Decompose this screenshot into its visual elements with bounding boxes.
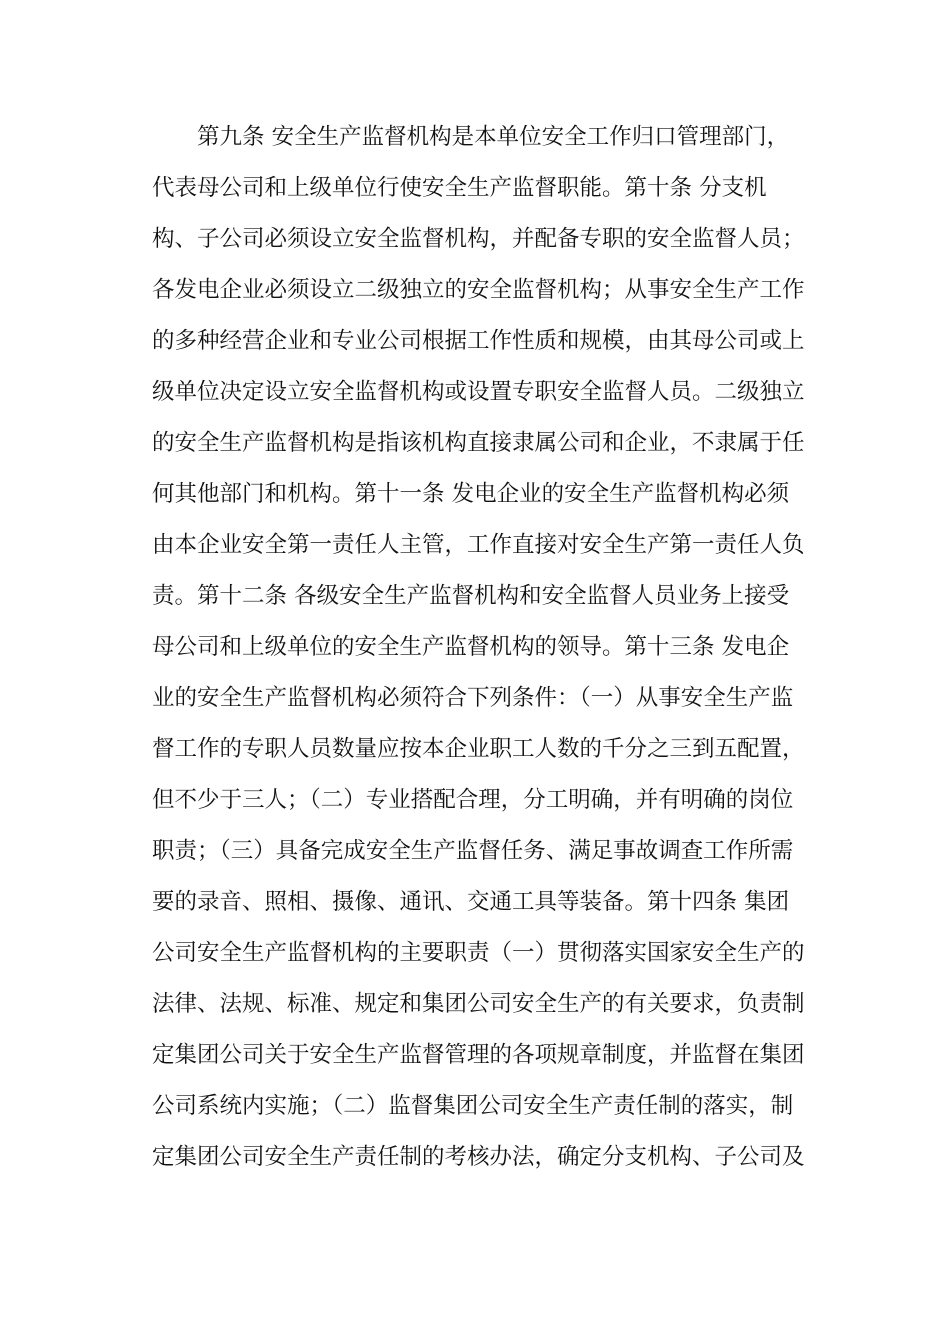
text-line: 督工作的专职人员数量应按本企业职工人数的千分之三到五配置， bbox=[152, 736, 805, 762]
text-line: 各发电企业必须设立二级独立的安全监督机构；从事安全生产工作 bbox=[152, 277, 805, 303]
text-line: 第九条 安全生产监督机构是本单位安全工作归口管理部门， bbox=[152, 124, 790, 150]
text-line: 定集团公司安全生产责任制的考核办法，确定分支机构、子公司及 bbox=[152, 1144, 805, 1170]
text-line: 由本企业安全第一责任人主管，工作直接对安全生产第一责任人负 bbox=[152, 532, 805, 558]
text-line: 的安全生产监督机构是指该机构直接隶属公司和企业，不隶属于任 bbox=[152, 430, 805, 456]
text-line: 但不少于三人；（二）专业搭配合理，分工明确，并有明确的岗位 bbox=[152, 787, 794, 813]
text-line: 公司安全生产监督机构的主要职责（一）贯彻落实国家安全生产的 bbox=[152, 940, 805, 966]
text-line: 公司系统内实施；（二）监督集团公司安全生产责任制的落实，制 bbox=[152, 1093, 794, 1119]
text-line: 职责；（三）具备完成安全生产监督任务、满足事故调查工作所需 bbox=[152, 838, 794, 864]
text-line: 业的安全生产监督机构必须符合下列条件：（一）从事安全生产监 bbox=[152, 685, 794, 711]
text-line: 母公司和上级单位的安全生产监督机构的领导。第十三条 发电企 bbox=[152, 634, 790, 660]
text-line: 构、子公司必须设立安全监督机构，并配备专职的安全监督人员； bbox=[152, 226, 805, 252]
text-line: 何其他部门和机构。第十一条 发电企业的安全生产监督机构必须 bbox=[152, 481, 790, 507]
text-line: 责。第十二条 各级安全生产监督机构和安全监督人员业务上接受 bbox=[152, 583, 790, 609]
text-line: 代表母公司和上级单位行使安全生产监督职能。第十条 分支机 bbox=[152, 175, 767, 201]
text-line: 法律、法规、标准、规定和集团公司安全生产的有关要求，负责制 bbox=[152, 991, 805, 1017]
text-line: 定集团公司关于安全生产监督管理的各项规章制度，并监督在集团 bbox=[152, 1042, 805, 1068]
body-text bbox=[152, 112, 812, 1183]
text-line: 级单位决定设立安全监督机构或设置专职安全监督人员。二级独立 bbox=[152, 379, 805, 405]
text-line: 要的录音、照相、摄像、通讯、交通工具等装备。第十四条 集团 bbox=[152, 889, 790, 915]
text-line: 的多种经营企业和专业公司根据工作性质和规模，由其母公司或上 bbox=[152, 328, 805, 354]
